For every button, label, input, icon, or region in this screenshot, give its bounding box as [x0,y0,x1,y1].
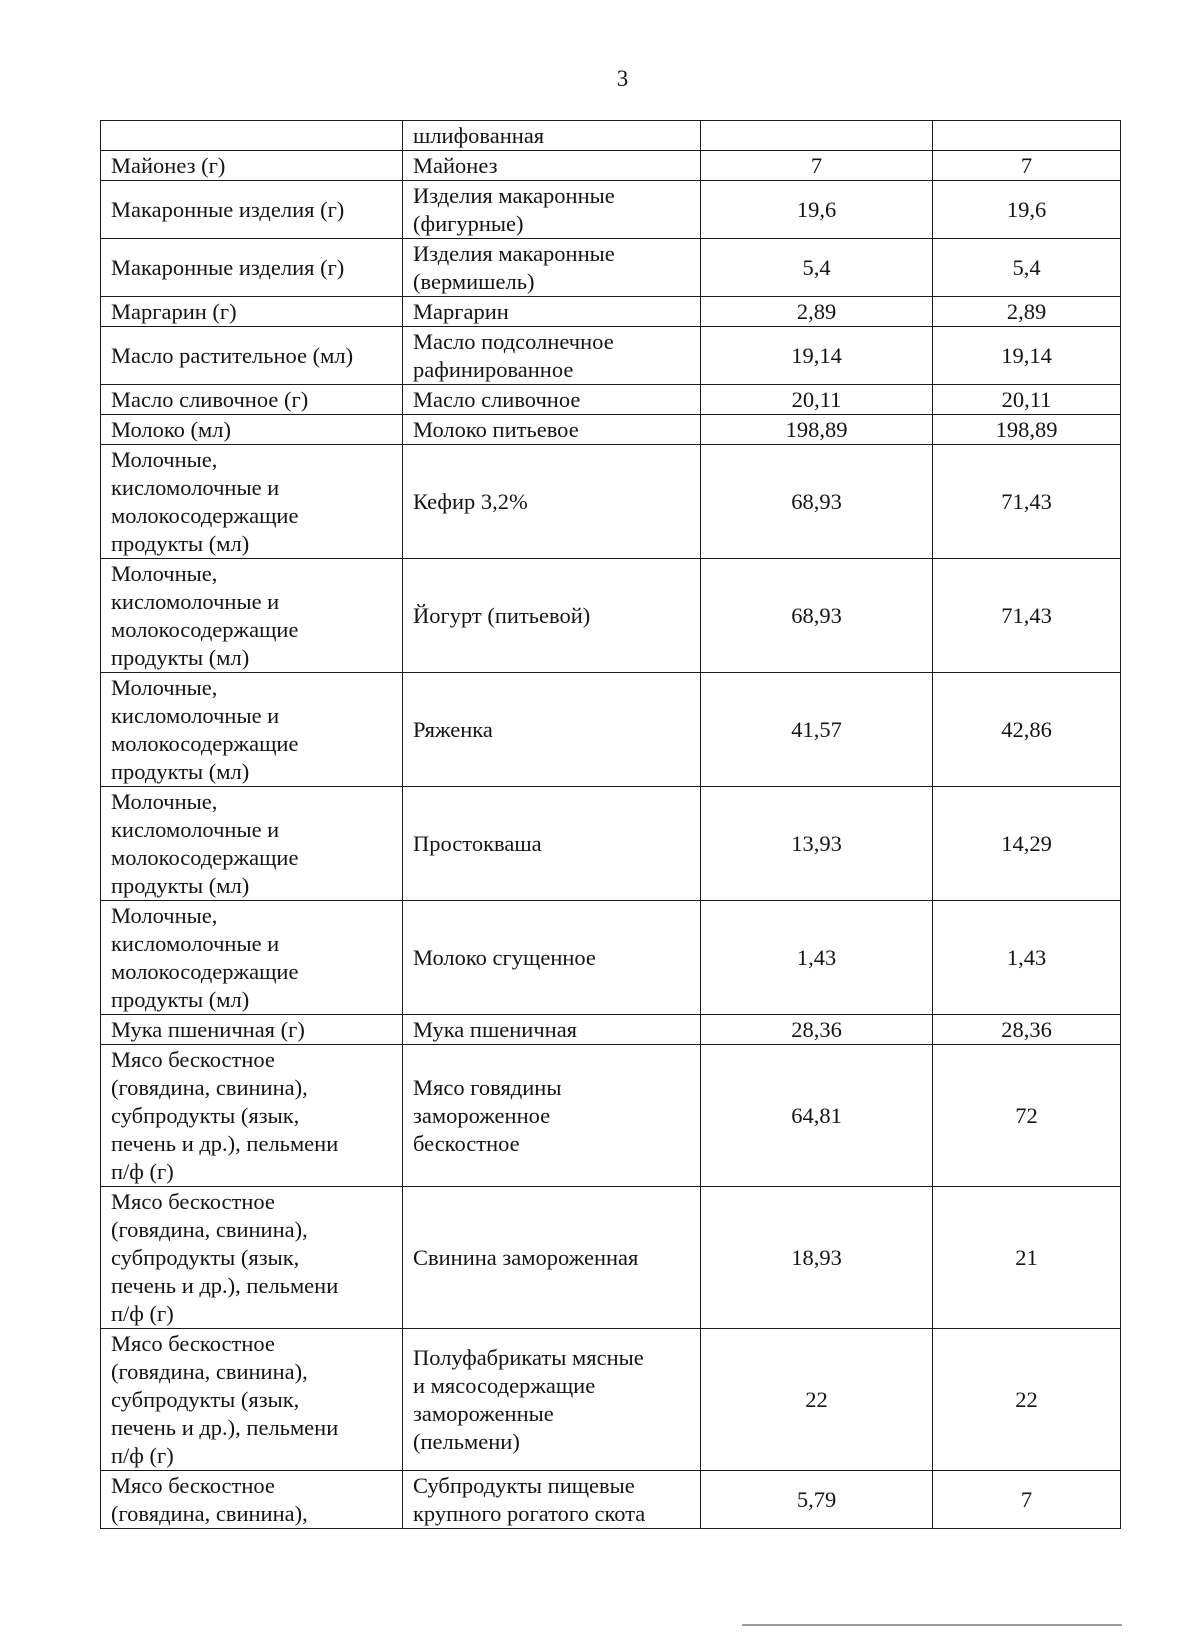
value-cell-2: 7 [933,1471,1121,1529]
table-row [101,1015,1121,1045]
product-cell: Мясо говядины замороженное бескостное [403,1045,701,1187]
value-cell-1: 19,14 [701,327,933,385]
value-cell-2: 14,29 [933,787,1121,901]
category-cell: Молочные, кисломолочные и молокосодержащие продукты (мл) [101,787,403,901]
category-cell: Мясо бескостное (говядина, свинина), субпродукты (язык, печень и др.), пельмени п/ф (г) [101,1187,403,1329]
category-cell: Масло растительное (мл) [101,327,403,385]
category-cell: Масло сливочное (г) [101,385,403,415]
category-cell: Молочные, кисломолочные и молокосодержащие продукты (мл) [101,901,403,1015]
table-row [101,121,1121,151]
table-body [101,121,1121,1529]
table-row [101,1045,1121,1187]
value-cell-1: 18,93 [701,1187,933,1329]
product-cell: Масло сливочное [403,385,701,415]
table-row [101,297,1121,327]
norms-table [100,120,1121,1529]
value-cell-1 [701,121,933,151]
category-cell: Мясо бескостное (говядина, свинина), [101,1471,403,1529]
value-cell-1: 1,43 [701,901,933,1015]
product-cell: Изделия макаронные (фигурные) [403,181,701,239]
product-cell: Кефир 3,2% [403,445,701,559]
table-row [101,787,1121,901]
value-cell-1: 19,6 [701,181,933,239]
category-cell: Молочные, кисломолочные и молокосодержащие продукты (мл) [101,673,403,787]
table-row [101,1187,1121,1329]
value-cell-2: 19,6 [933,181,1121,239]
category-cell [101,121,403,151]
value-cell-1: 41,57 [701,673,933,787]
value-cell-2: 71,43 [933,559,1121,673]
value-cell-1: 22 [701,1329,933,1471]
value-cell-2: 42,86 [933,673,1121,787]
table-row [101,1471,1121,1529]
value-cell-1: 7 [701,151,933,181]
value-cell-1: 2,89 [701,297,933,327]
product-cell: Изделия макаронные (вермишель) [403,239,701,297]
value-cell-1: 5,4 [701,239,933,297]
table-row [101,559,1121,673]
value-cell-2: 21 [933,1187,1121,1329]
table-row [101,181,1121,239]
value-cell-1: 5,79 [701,1471,933,1529]
table-row [101,385,1121,415]
product-cell: Масло подсолнечное рафинированное [403,327,701,385]
category-cell: Мука пшеничная (г) [101,1015,403,1045]
value-cell-2: 7 [933,151,1121,181]
category-cell: Молочные, кисломолочные и молокосодержащие продукты (мл) [101,559,403,673]
product-cell: Ряженка [403,673,701,787]
footer-divider [742,1624,1122,1626]
product-cell: Мука пшеничная [403,1015,701,1045]
value-cell-2: 2,89 [933,297,1121,327]
value-cell-1: 68,93 [701,559,933,673]
table-row [101,415,1121,445]
table-row [101,327,1121,385]
table-row [101,239,1121,297]
product-cell: Свинина замороженная [403,1187,701,1329]
product-cell: Йогурт (питьевой) [403,559,701,673]
value-cell-1: 68,93 [701,445,933,559]
value-cell-2: 5,4 [933,239,1121,297]
table-row [101,673,1121,787]
category-cell: Мясо бескостное (говядина, свинина), субпродукты (язык, печень и др.), пельмени п/ф (г) [101,1329,403,1471]
product-cell: Майонез [403,151,701,181]
product-cell: шлифованная [403,121,701,151]
table-row [101,445,1121,559]
category-cell: Мясо бескостное (говядина, свинина), субпродукты (язык, печень и др.), пельмени п/ф (г) [101,1045,403,1187]
value-cell-2: 1,43 [933,901,1121,1015]
value-cell-2: 22 [933,1329,1121,1471]
product-cell: Полуфабрикаты мясные и мясосодержащие замороженные (пельмени) [403,1329,701,1471]
value-cell-2: 20,11 [933,385,1121,415]
category-cell: Макаронные изделия (г) [101,181,403,239]
value-cell-2 [933,121,1121,151]
category-cell: Макаронные изделия (г) [101,239,403,297]
category-cell: Молочные, кисломолочные и молокосодержащие продукты (мл) [101,445,403,559]
value-cell-1: 13,93 [701,787,933,901]
table-row [101,901,1121,1015]
product-cell: Простокваша [403,787,701,901]
value-cell-2: 28,36 [933,1015,1121,1045]
value-cell-2: 198,89 [933,415,1121,445]
product-cell: Молоко сгущенное [403,901,701,1015]
product-cell: Маргарин [403,297,701,327]
product-cell: Молоко питьевое [403,415,701,445]
product-cell: Субпродукты пищевые крупного рогатого скота [403,1471,701,1529]
value-cell-1: 20,11 [701,385,933,415]
value-cell-2: 71,43 [933,445,1121,559]
table-row [101,151,1121,181]
category-cell: Майонез (г) [101,151,403,181]
value-cell-1: 64,81 [701,1045,933,1187]
value-cell-2: 19,14 [933,327,1121,385]
page-number: 3 [616,66,629,91]
value-cell-1: 198,89 [701,415,933,445]
value-cell-1: 28,36 [701,1015,933,1045]
category-cell: Маргарин (г) [101,297,403,327]
table-row [101,1329,1121,1471]
value-cell-2: 72 [933,1045,1121,1187]
category-cell: Молоко (мл) [101,415,403,445]
